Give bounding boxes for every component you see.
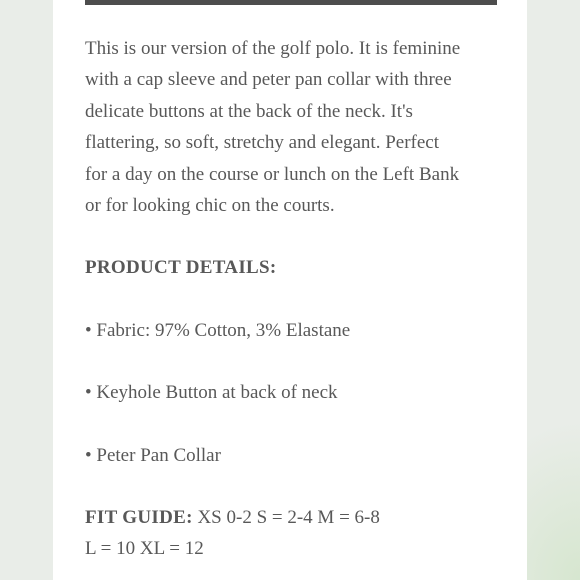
detail-item-keyhole-button: • Keyhole Button at back of neck — [85, 382, 338, 404]
fit-guide — [85, 502, 505, 565]
spacer — [85, 409, 505, 440]
spacer — [85, 346, 505, 377]
detail-item-collar: • Peter Pan Collar — [85, 444, 221, 466]
spacer — [85, 284, 505, 315]
top-divider-bar — [85, 0, 497, 5]
fit-guide-sizes: XS 0-2 S = 2-4 M = 6-8 L = 10 XL = 12 — [85, 507, 380, 560]
spacer — [85, 471, 505, 502]
fit-guide-label: FIT GUIDE: — [85, 507, 193, 529]
product-description-text: This is our version of the golf polo. It is feminine with a cap sleeve and peter pan collar with three delicate buttons at the back of the neck. It's flattering, so soft, stretchy and elegant. Perfect for a day on the course or lunch on the Left Bank or for looking chic on the courts. — [85, 38, 461, 217]
detail-item-fabric: • Fabric: 97% Cotton, 3% Elastane — [85, 319, 351, 341]
spacer — [85, 221, 505, 252]
product-details-heading: PRODUCT DETAILS: — [85, 257, 277, 279]
product-description-page — [53, 0, 527, 580]
product-description-content — [85, 33, 505, 565]
